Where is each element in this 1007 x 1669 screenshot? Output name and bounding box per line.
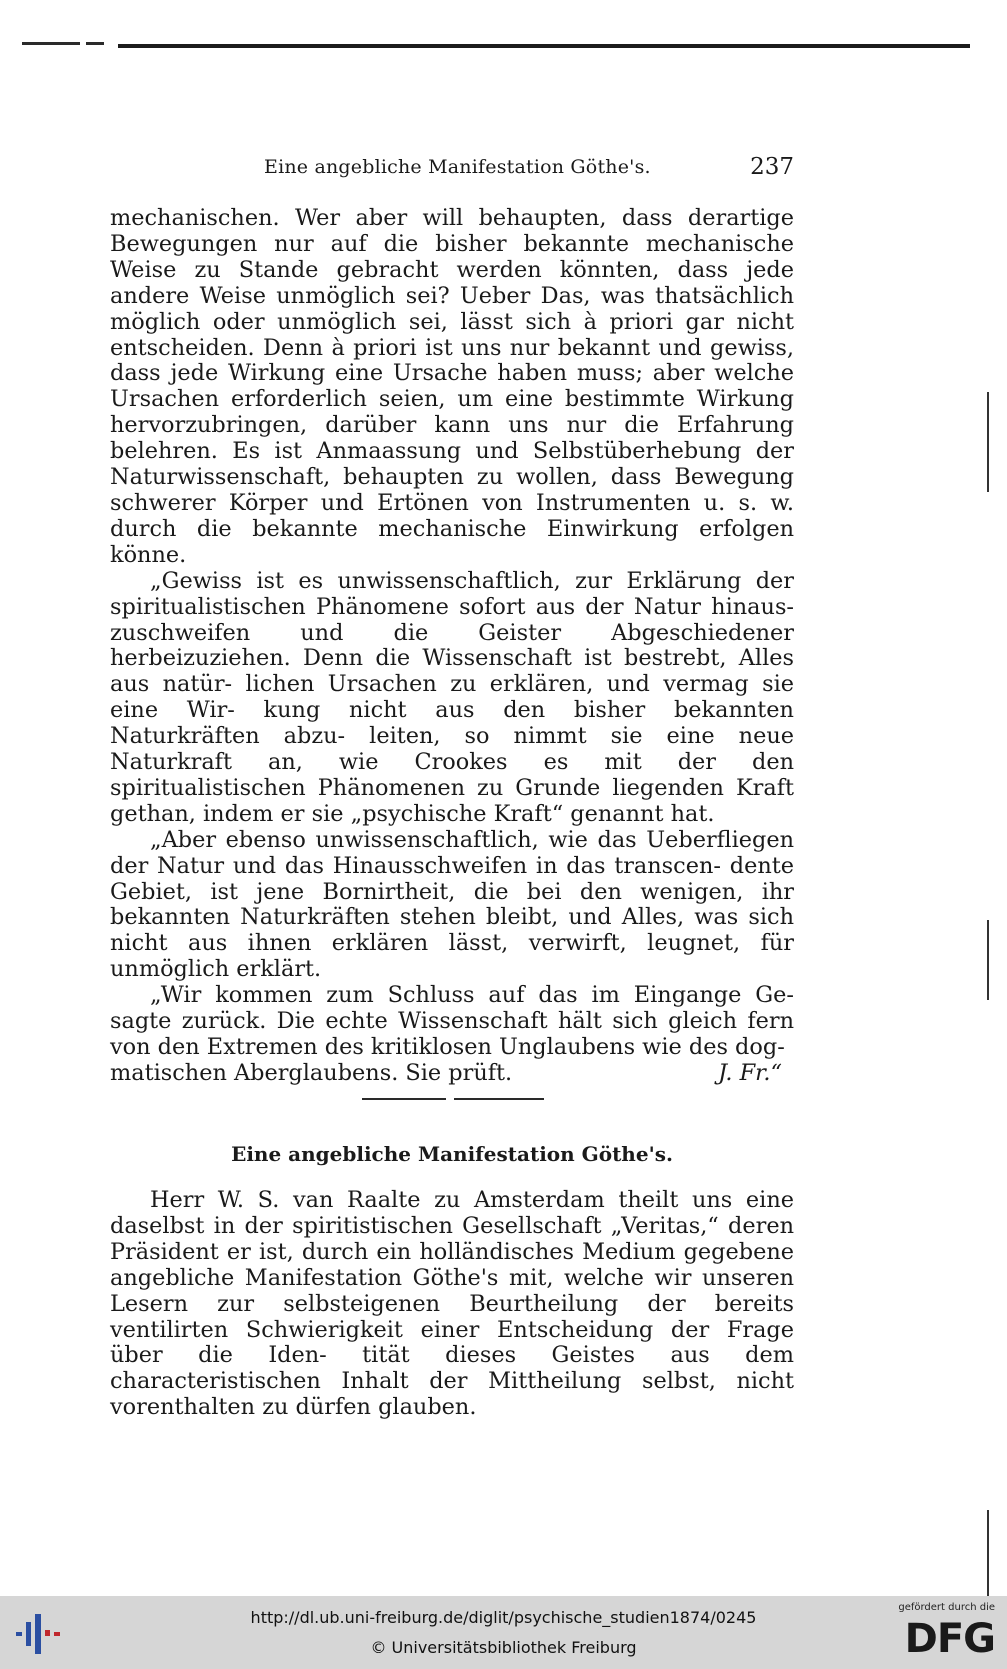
- edge-mark: [987, 920, 989, 1000]
- section-heading: Eine angebliche Manifestation Göthe's.: [231, 1142, 673, 1166]
- closing-text: matischen Aberglaubens. Sie prüft.: [110, 1059, 513, 1086]
- running-title: Eine angebliche Manifestation Göthe's.: [264, 156, 651, 178]
- section-separator: [362, 1098, 544, 1100]
- top-rule: [118, 44, 970, 48]
- paragraph-herr: Herr W. S. van Raalte zu Amsterdam theilt uns eine daselbst in der spiritistischen Gesellschaft „Veritas,“ deren Präsident er ist, durch ein holländisches Medium gegebene angebliche Manifestation Göthe's mit, welche wir unseren Lesern zur selbsteigenen Beurtheilung der bereits ventilirten Schwierigkeit einer Entscheidung der Frage über die Iden- tität dieses Geistes aus dem characteristischen Inhalt der Mittheilung selbst, nicht vorenthalten zu dürfen glauben.: [110, 1187, 794, 1421]
- top-rule-left-short: [86, 42, 104, 45]
- paragraph-wir-kommen: „Wir kommen zum Schluss auf das im Eingange Ge- sagte zurück. Die echte Wissenschaft hält sich gleich fern von den Extremen des kritiklosen Unglaubens wie des dog-: [110, 982, 794, 1060]
- footer-bar: [0, 1596, 1007, 1669]
- page-number: 237: [750, 154, 794, 180]
- author-signature: J. Fr.“: [718, 1059, 782, 1086]
- paragraph-gewiss: „Gewiss ist es unwissenschaftlich, zur Erklärung der spiritualistischen Phänomene sofort aus der Natur hinaus- zuschweifen und die Geister Abgeschiedener herbeizuziehen. Denn die Wissenschaft ist bestrebt, Alles aus natür- lichen Ursachen zu erklären, und vermag sie eine Wir- kung nicht aus den bisher bekannten Naturkräften abzu- leiten, so nimmt sie eine neue Naturkraft an, wie Crookes es mit der den spiritualistischen Phänomenen zu Grunde liegenden Kraft gethan, indem er sie „psychische Kraft“ genannt hat.: [110, 567, 795, 827]
- document-url[interactable]: http://dl.ub.uni-freiburg.de/diglit/psychische_studien1874/0245: [250, 1608, 757, 1627]
- dfg-caption: gefördert durch die: [898, 1602, 995, 1613]
- copyright-notice: © Universitätsbibliothek Freiburg: [370, 1638, 637, 1657]
- article-text: [110, 206, 794, 1087]
- closing-line: [110, 1061, 794, 1087]
- edge-mark: [987, 1510, 989, 1596]
- top-rule-left: [22, 42, 80, 45]
- running-head: [110, 154, 794, 188]
- paragraph-aber: „Aber ebenso unwissenschaftlich, wie das Ueberfliegen der Natur und das Hinausschweifen in das transcen- dente Gebiet, ist jene Bornirtheit, die bei den wenigen, ihr bekannten Naturkräften stehen bleibt, und Alles, was sich nicht aus ihnen erklären lässt, verwirft, leugnet, für unmöglich erklärt.: [110, 826, 794, 983]
- section-text: [110, 1188, 794, 1421]
- dfg-logo-text: DFG: [904, 1616, 995, 1662]
- edge-mark: [987, 392, 989, 492]
- dfg-logo: [885, 1602, 995, 1666]
- paragraph-continued: mechanischen. Wer aber will behaupten, dass derartige Bewegungen nur auf die bisher bekannte mechanische Weise zu Stande gebracht werden könnten, dass jede andere Weise unmöglich sei? Ueber Das, was thatsächlich möglich oder unmöglich sei, lässt sich à priori gar nicht entscheiden. Denn à priori ist uns nur bekannt und gewiss, dass jede Wirkung eine Ursache haben muss; aber welche Ursachen erforderlich seien, um eine bestimmte Wirkung hervorzubringen, darüber kann uns nur die Erfahrung belehren. Es ist Anmaassung und Selbstüberhebung der Naturwissenschaft, behaupten zu wollen, dass Bewegung schwerer Körper und Ertönen von Instrumenten u. s. w. durch die bekannte mechanische Einwirkung erfolgen könne.: [110, 205, 795, 568]
